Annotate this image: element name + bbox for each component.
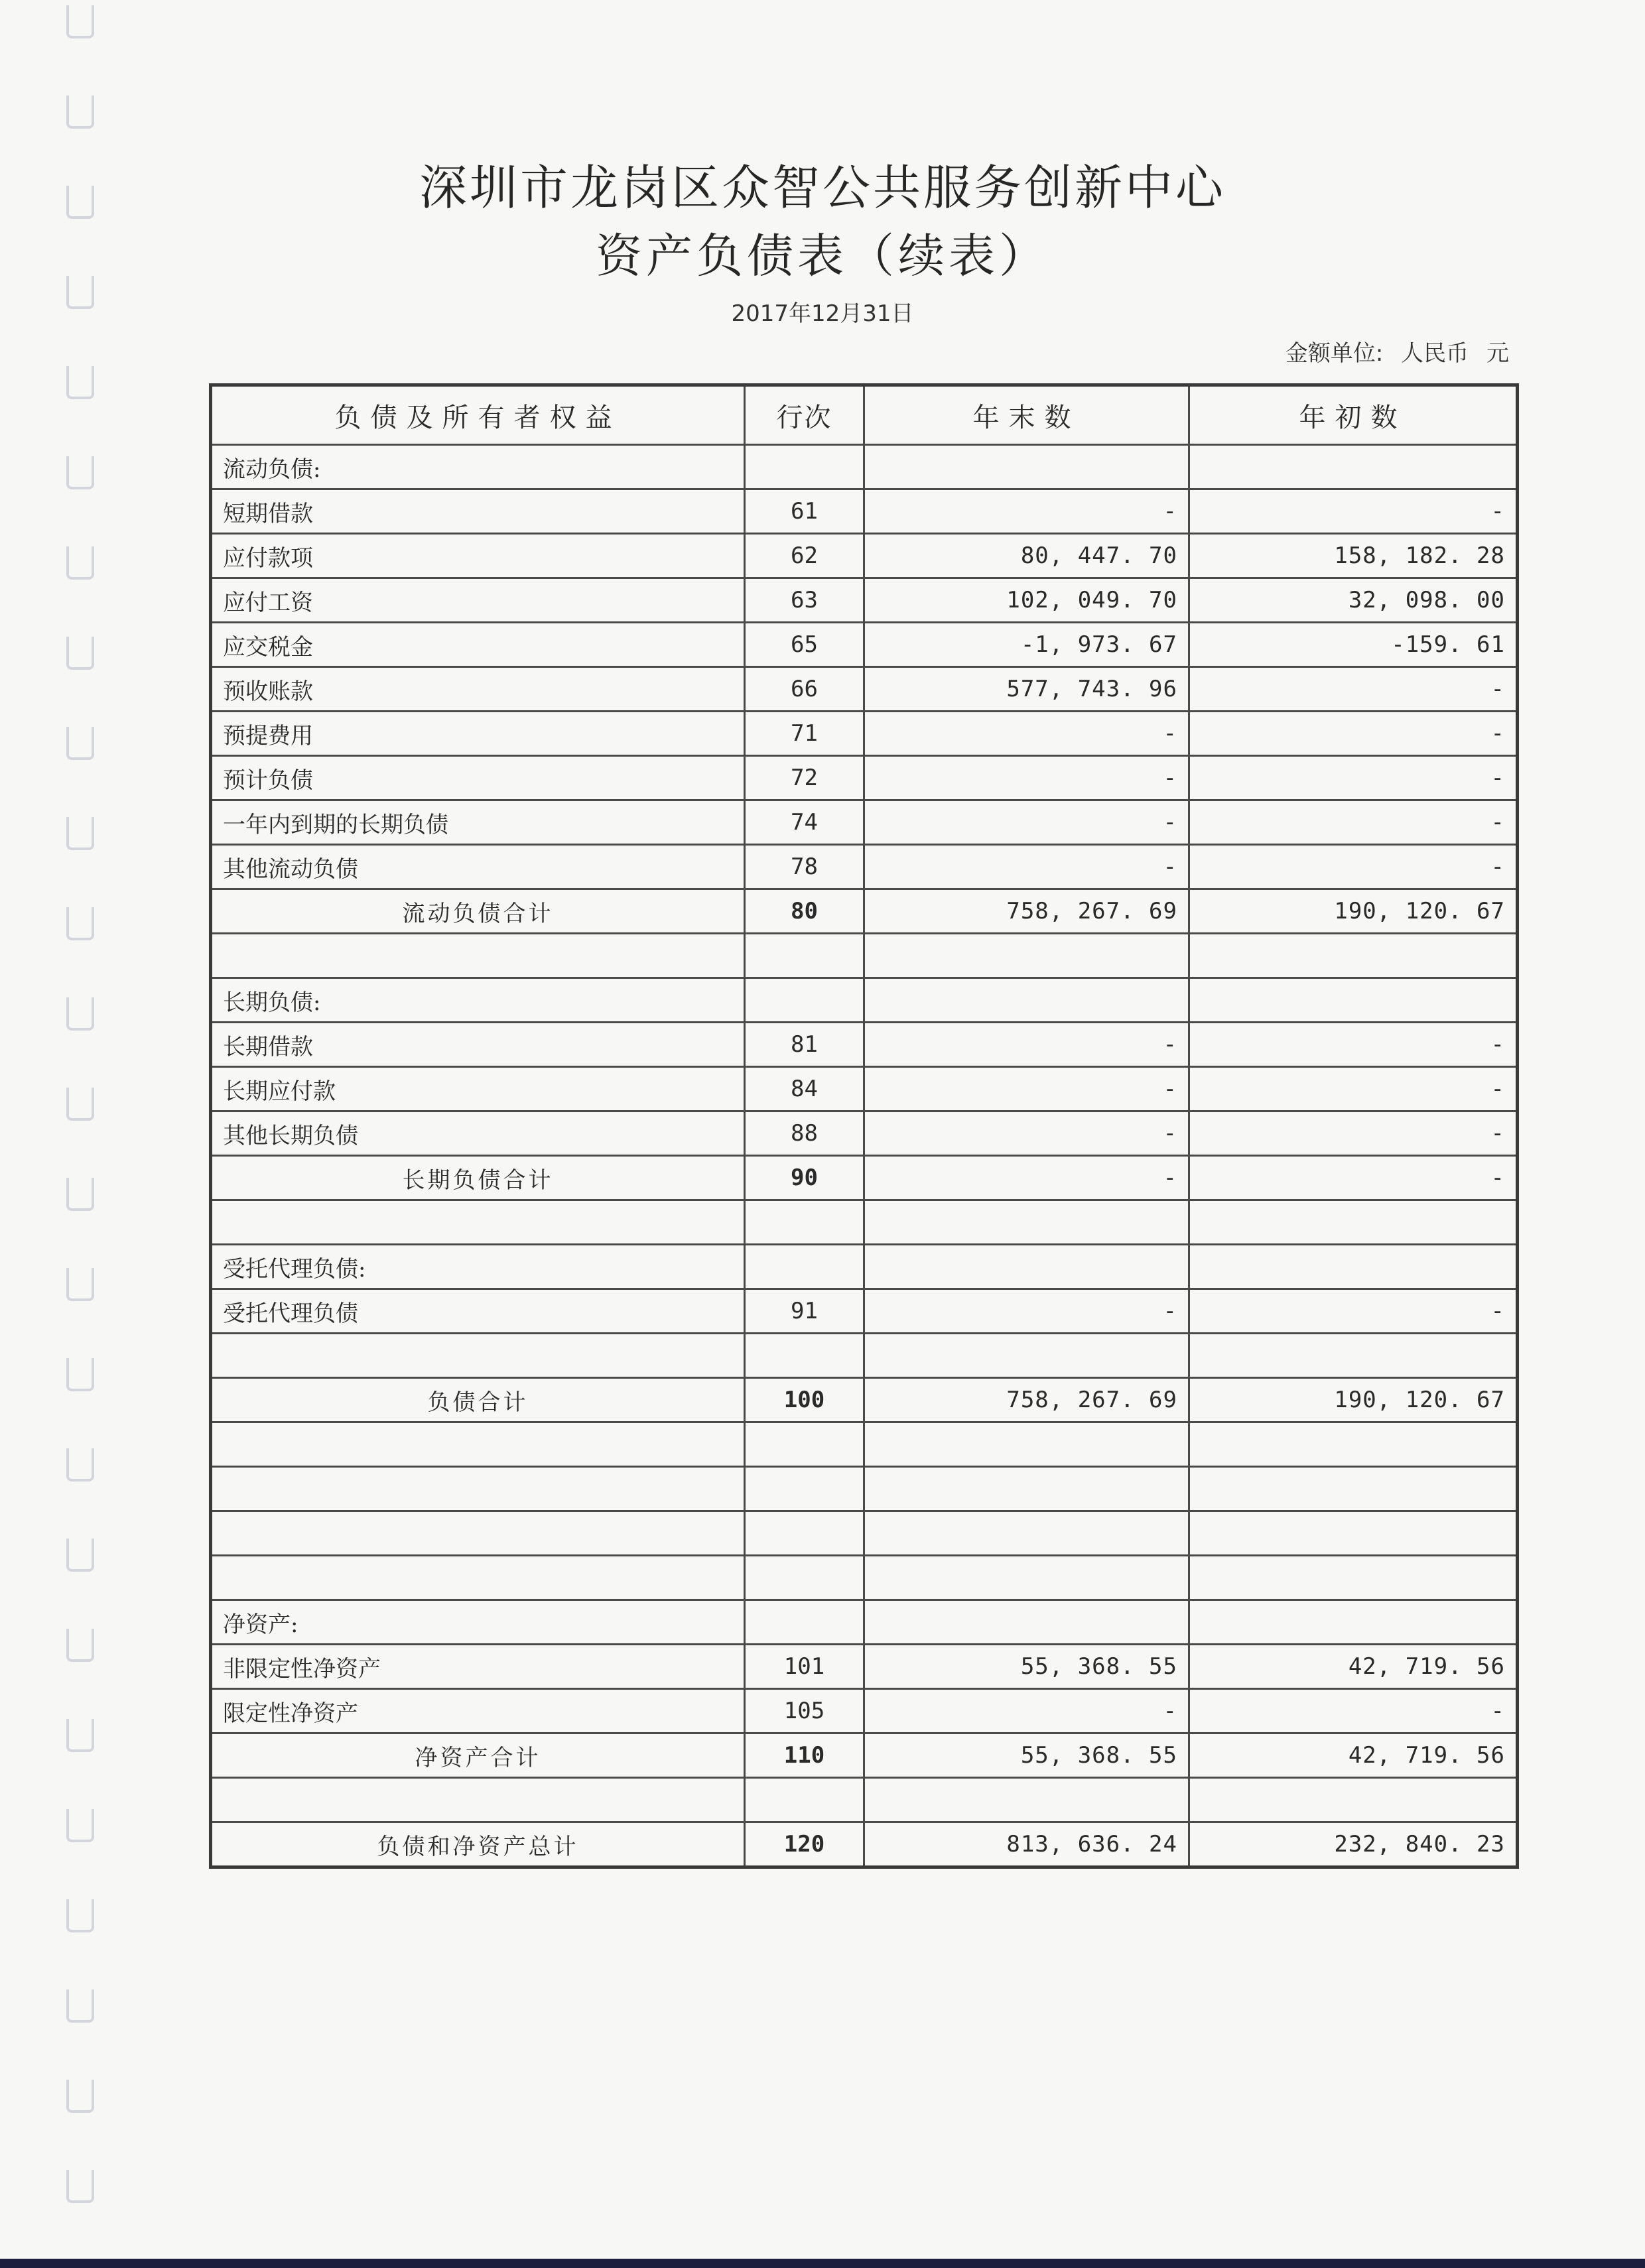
- binding-hole-icon: [66, 1539, 94, 1572]
- row-line-number: 71: [745, 712, 864, 756]
- binding-hole-icon: [66, 1989, 94, 2023]
- binding-hole-icon: [66, 1719, 94, 1752]
- row-line-number: [745, 978, 864, 1023]
- row-line-number: 65: [745, 623, 864, 667]
- row-line-number: 90: [745, 1156, 864, 1200]
- row-year-end-value: 813, 636. 24: [864, 1822, 1189, 1867]
- row-label: [211, 1556, 745, 1600]
- row-line-number: [745, 1200, 864, 1245]
- table-row: [211, 1023, 1518, 1067]
- row-label: 非限定性净资产: [211, 1645, 745, 1689]
- column-header-year-end: 年末数: [864, 385, 1189, 445]
- row-label: 流动负债:: [211, 445, 745, 489]
- row-line-number: 72: [745, 756, 864, 800]
- row-year-end-value: -: [864, 1289, 1189, 1334]
- row-line-number: 88: [745, 1111, 864, 1156]
- row-year-begin-value: -159. 61: [1189, 623, 1518, 667]
- row-year-end-value: 758, 267. 69: [864, 1378, 1189, 1422]
- row-label: 限定性净资产: [211, 1689, 745, 1733]
- row-year-begin-value: [1189, 978, 1518, 1023]
- row-year-begin-value: [1189, 934, 1518, 978]
- row-label: 长期应付款: [211, 1067, 745, 1111]
- row-year-end-value: -: [864, 489, 1189, 534]
- row-year-begin-value: 158, 182. 28: [1189, 534, 1518, 578]
- row-label: [211, 1511, 745, 1556]
- row-line-number: [745, 1778, 864, 1822]
- row-year-begin-value: -: [1189, 712, 1518, 756]
- row-year-begin-value: [1189, 1600, 1518, 1645]
- table-row: [211, 1156, 1518, 1200]
- table-row: [211, 1289, 1518, 1334]
- row-year-end-value: [864, 1778, 1189, 1822]
- row-year-end-value: -: [864, 1023, 1189, 1067]
- row-year-begin-value: -: [1189, 1067, 1518, 1111]
- row-label: 净资产:: [211, 1600, 745, 1645]
- row-year-end-value: 102, 049. 70: [864, 578, 1189, 623]
- row-year-end-value: [864, 1200, 1189, 1245]
- binding-hole-icon: [66, 727, 94, 760]
- row-year-begin-value: [1189, 1422, 1518, 1467]
- row-label: 预计负债: [211, 756, 745, 800]
- row-year-begin-value: -: [1189, 756, 1518, 800]
- row-line-number: [745, 1556, 864, 1600]
- row-line-number: 74: [745, 800, 864, 845]
- row-line-number: 91: [745, 1289, 864, 1334]
- row-line-number: [745, 934, 864, 978]
- row-label: [211, 1778, 745, 1822]
- binding-hole-icon: [66, 5, 94, 38]
- binding-hole-icon: [66, 637, 94, 670]
- row-label: 负债合计: [211, 1378, 745, 1422]
- row-label: 预收账款: [211, 667, 745, 712]
- row-year-end-value: [864, 1245, 1189, 1289]
- row-label: [211, 1200, 745, 1245]
- binding-hole-icon: [66, 95, 94, 129]
- row-year-end-value: -: [864, 845, 1189, 889]
- table-row: [211, 1067, 1518, 1111]
- row-year-begin-value: 42, 719. 56: [1189, 1733, 1518, 1778]
- row-year-end-value: -: [864, 756, 1189, 800]
- binding-hole-icon: [66, 366, 94, 399]
- binding-hole-icon: [66, 1088, 94, 1121]
- binding-hole-icon: [66, 907, 94, 940]
- row-label: 受托代理负债: [211, 1289, 745, 1334]
- row-line-number: 100: [745, 1378, 864, 1422]
- row-line-number: 78: [745, 845, 864, 889]
- binding-hole-icon: [66, 1178, 94, 1211]
- row-year-end-value: -: [864, 800, 1189, 845]
- row-year-end-value: [864, 445, 1189, 489]
- row-label: 负债和净资产总计: [211, 1822, 745, 1867]
- table-row: [211, 1467, 1518, 1511]
- row-label: 应付工资: [211, 578, 745, 623]
- table-row: [211, 534, 1518, 578]
- row-label: [211, 934, 745, 978]
- row-year-begin-value: [1189, 1467, 1518, 1511]
- row-label: [211, 1422, 745, 1467]
- row-year-begin-value: [1189, 445, 1518, 489]
- row-line-number: [745, 1511, 864, 1556]
- binding-hole-icon: [66, 1448, 94, 1481]
- binding-holes: [0, 0, 99, 2268]
- row-line-number: 101: [745, 1645, 864, 1689]
- row-year-begin-value: [1189, 1556, 1518, 1600]
- binding-hole-icon: [66, 2080, 94, 2113]
- row-label: [211, 1467, 745, 1511]
- row-year-begin-value: 190, 120. 67: [1189, 889, 1518, 934]
- currency-unit: 金额单位: 人民币 元: [1285, 340, 1509, 367]
- row-year-end-value: [864, 1467, 1189, 1511]
- row-line-number: 80: [745, 889, 864, 934]
- binding-hole-icon: [66, 1899, 94, 1932]
- row-line-number: 110: [745, 1733, 864, 1778]
- row-year-end-value: [864, 1334, 1189, 1378]
- row-year-end-value: [864, 934, 1189, 978]
- table-row: [211, 1511, 1518, 1556]
- table-row: [211, 667, 1518, 712]
- row-year-begin-value: -: [1189, 1023, 1518, 1067]
- table-row: [211, 1689, 1518, 1733]
- row-year-end-value: [864, 1556, 1189, 1600]
- organization-name: 深圳市龙岗区众智公共服务创新中心: [419, 160, 1226, 216]
- row-year-end-value: [864, 1511, 1189, 1556]
- row-label: 一年内到期的长期负债: [211, 800, 745, 845]
- column-header-item: 负债及所有者权益: [211, 385, 745, 445]
- column-header-line: 行次: [745, 385, 864, 445]
- row-year-begin-value: -: [1189, 489, 1518, 534]
- table-row: [211, 1378, 1518, 1422]
- row-year-begin-value: -: [1189, 1689, 1518, 1733]
- table-row: [211, 1111, 1518, 1156]
- row-year-begin-value: -: [1189, 1111, 1518, 1156]
- row-year-end-value: [864, 978, 1189, 1023]
- report-title: 资产负债表（续表）: [596, 229, 1049, 283]
- row-label: 其他流动负债: [211, 845, 745, 889]
- row-line-number: [745, 1422, 864, 1467]
- row-line-number: [745, 1334, 864, 1378]
- row-year-begin-value: -: [1189, 667, 1518, 712]
- row-year-end-value: 577, 743. 96: [864, 667, 1189, 712]
- row-label: 长期负债合计: [211, 1156, 745, 1200]
- row-year-begin-value: [1189, 1334, 1518, 1378]
- table-row: [211, 1200, 1518, 1245]
- row-label: 应交税金: [211, 623, 745, 667]
- table-row: [211, 445, 1518, 489]
- row-label: 受托代理负债:: [211, 1245, 745, 1289]
- row-line-number: [745, 1467, 864, 1511]
- row-year-end-value: -: [864, 1067, 1189, 1111]
- row-year-end-value: -: [864, 1111, 1189, 1156]
- row-label: 长期负债:: [211, 978, 745, 1023]
- row-year-begin-value: 32, 098. 00: [1189, 578, 1518, 623]
- row-label: 预提费用: [211, 712, 745, 756]
- row-line-number: 62: [745, 534, 864, 578]
- row-year-begin-value: [1189, 1511, 1518, 1556]
- report-date: 2017年12月31日: [731, 300, 914, 327]
- row-line-number: 66: [745, 667, 864, 712]
- row-year-end-value: 80, 447. 70: [864, 534, 1189, 578]
- row-label: 应付款项: [211, 534, 745, 578]
- row-year-begin-value: [1189, 1245, 1518, 1289]
- table-row: [211, 623, 1518, 667]
- table-row: [211, 1334, 1518, 1378]
- row-year-begin-value: 232, 840. 23: [1189, 1822, 1518, 1867]
- table-header-row: [211, 385, 1518, 445]
- row-label: 长期借款: [211, 1023, 745, 1067]
- row-year-end-value: 758, 267. 69: [864, 889, 1189, 934]
- row-year-begin-value: [1189, 1778, 1518, 1822]
- row-year-begin-value: -: [1189, 800, 1518, 845]
- table-row: [211, 889, 1518, 934]
- table-row: [211, 578, 1518, 623]
- scan-edge-bar: [0, 2259, 1645, 2268]
- table-row: [211, 978, 1518, 1023]
- table-row: [211, 1778, 1518, 1822]
- table-row: [211, 1422, 1518, 1467]
- row-year-begin-value: -: [1189, 1156, 1518, 1200]
- binding-hole-icon: [66, 2170, 94, 2203]
- row-year-begin-value: [1189, 1200, 1518, 1245]
- table-row: [211, 845, 1518, 889]
- row-label: 流动负债合计: [211, 889, 745, 934]
- row-year-end-value: -: [864, 712, 1189, 756]
- row-line-number: [745, 1245, 864, 1289]
- table-row: [211, 712, 1518, 756]
- row-year-end-value: [864, 1600, 1189, 1645]
- row-line-number: 120: [745, 1822, 864, 1867]
- table-row: [211, 800, 1518, 845]
- row-year-end-value: -1, 973. 67: [864, 623, 1189, 667]
- row-label: [211, 1334, 745, 1378]
- table-row: [211, 1245, 1518, 1289]
- row-year-begin-value: 190, 120. 67: [1189, 1378, 1518, 1422]
- table-row: [211, 1733, 1518, 1778]
- binding-hole-icon: [66, 1809, 94, 1842]
- row-line-number: [745, 445, 864, 489]
- table-row: [211, 1600, 1518, 1645]
- binding-hole-icon: [66, 1629, 94, 1662]
- table-row: [211, 1822, 1518, 1867]
- row-label: 其他长期负债: [211, 1111, 745, 1156]
- binding-hole-icon: [66, 1268, 94, 1301]
- row-line-number: 61: [745, 489, 864, 534]
- table-row: [211, 489, 1518, 534]
- row-year-end-value: 55, 368. 55: [864, 1733, 1189, 1778]
- row-year-begin-value: 42, 719. 56: [1189, 1645, 1518, 1689]
- row-year-end-value: 55, 368. 55: [864, 1645, 1189, 1689]
- row-label: 短期借款: [211, 489, 745, 534]
- table-row: [211, 934, 1518, 978]
- table-row: [211, 1645, 1518, 1689]
- binding-hole-icon: [66, 817, 94, 850]
- row-line-number: 81: [745, 1023, 864, 1067]
- row-line-number: [745, 1600, 864, 1645]
- row-year-end-value: [864, 1422, 1189, 1467]
- row-year-end-value: -: [864, 1689, 1189, 1733]
- row-line-number: 84: [745, 1067, 864, 1111]
- table-row: [211, 756, 1518, 800]
- row-label: 净资产合计: [211, 1733, 745, 1778]
- table-row: [211, 1556, 1518, 1600]
- row-year-begin-value: -: [1189, 845, 1518, 889]
- binding-hole-icon: [66, 546, 94, 580]
- row-year-begin-value: -: [1189, 1289, 1518, 1334]
- row-line-number: 105: [745, 1689, 864, 1733]
- balance-sheet-table: [209, 383, 1519, 1869]
- binding-hole-icon: [66, 997, 94, 1031]
- column-header-year-begin: 年初数: [1189, 385, 1518, 445]
- row-year-end-value: -: [864, 1156, 1189, 1200]
- row-line-number: 63: [745, 578, 864, 623]
- binding-hole-icon: [66, 1358, 94, 1391]
- binding-hole-icon: [66, 456, 94, 489]
